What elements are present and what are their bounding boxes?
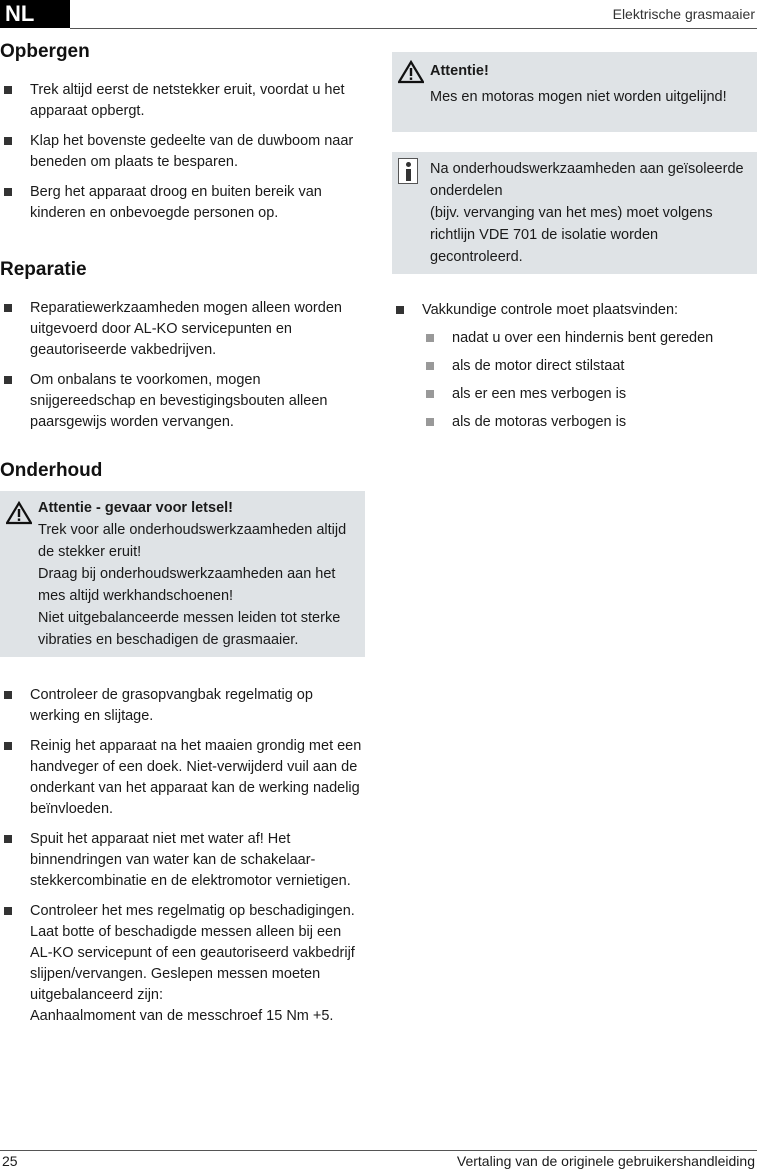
- control-list: [392, 300, 757, 433]
- page-number: 25: [2, 1153, 18, 1169]
- bullet-square-icon: [4, 188, 12, 196]
- list-item: Vakkundige controle moet plaatsvinden: nadat u over een hindernis bent gereden als de motor direct stilstaat als er een mes verbogen is als de motoras verbogen is: [392, 300, 757, 433]
- info-icon: [398, 158, 418, 184]
- control-sublist: [422, 328, 757, 433]
- list-item: Spuit het apparaat niet met water af! Het binnendringen van water kan de schakelaar-stekkercombinatie en de elektromotor vernietigen.: [0, 829, 365, 892]
- bullet-square-icon: [4, 86, 12, 94]
- bullet-square-icon: [396, 306, 404, 314]
- list-item: als er een mes verbogen is: [422, 384, 757, 405]
- warning-line: Draag bij onderhoudswerkzaamheden aan het mes altijd werkhandschoenen!: [38, 566, 336, 604]
- bullet-square-icon: [4, 835, 12, 843]
- attention-title: Attentie!: [430, 63, 489, 79]
- list-item: als de motor direct stilstaat: [422, 356, 757, 377]
- onderhoud-list: [0, 685, 365, 1027]
- list-item: als de motoras verbogen is: [422, 412, 757, 433]
- list-item: Om onbalans te voorkomen, mogen snijgereedschap en bevestigingsbouten alleen paarsgewijs worden vervangen.: [0, 370, 365, 433]
- attention-box: [392, 52, 757, 132]
- info-text: Na onderhoudswerkzaamheden aan geïsoleerde onderdelen: [430, 161, 744, 199]
- section-title-reparatie: Reparatie: [0, 259, 87, 280]
- bullet-square-icon: [4, 907, 12, 915]
- warning-box: [0, 491, 365, 657]
- torque-note: Aanhaalmoment van de messchroef 15 Nm +5.: [30, 1008, 334, 1024]
- opbergen-list: [0, 80, 365, 224]
- footer-text: Vertaling van de originele gebruikershandleiding: [456, 1153, 755, 1169]
- bullet-square-icon: [426, 390, 434, 398]
- section-title-opbergen: Opbergen: [0, 41, 90, 62]
- language-tag: NL: [0, 0, 70, 28]
- reparatie-list: [0, 298, 365, 433]
- list-item: Klap het bovenste gedeelte van de duwboom naar beneden om plaats te besparen.: [0, 131, 365, 173]
- list-item: Controleer het mes regelmatig op beschadigingen. Laat botte of beschadigde messen alleen bij een AL-KO servicepunt of een geautoriseerd vakbedrijf slijpen/vervangen. Geslepen messen moeten uitgebalanceerd zijn: Aanhaalmoment van de messchroef 15 Nm +5.: [0, 901, 365, 1027]
- warning-line: Niet uitgebalanceerde messen leiden tot sterke vibraties en beschadigen de grasmaaier.: [38, 610, 341, 648]
- bullet-square-icon: [4, 742, 12, 750]
- list-item: Reparatiewerkzaamheden mogen alleen worden uitgevoerd door AL-KO servicepunten en geautoriseerde vakbedrijven.: [0, 298, 365, 361]
- list-item: Berg het apparaat droog en buiten bereik van kinderen en onbevoegde personen op.: [0, 182, 365, 224]
- list-item: Trek altijd eerst de netstekker eruit, voordat u het apparaat opbergt.: [0, 80, 365, 122]
- info-text: (bijv. vervanging van het mes) moet volgens richtlijn VDE 701 de isolatie worden gecontroleerd.: [430, 205, 713, 265]
- warning-triangle-icon: [398, 60, 424, 84]
- bullet-square-icon: [426, 362, 434, 370]
- bullet-square-icon: [4, 691, 12, 699]
- info-box: [392, 152, 757, 274]
- warning-line: Trek voor alle onderhoudswerkzaamheden altijd de stekker eruit!: [38, 522, 347, 560]
- section-title-onderhoud: Onderhoud: [0, 460, 103, 481]
- bullet-square-icon: [4, 304, 12, 312]
- bullet-square-icon: [426, 418, 434, 426]
- header-title: Elektrische grasmaaier: [612, 6, 755, 22]
- warning-triangle-icon: [6, 501, 32, 525]
- bullet-square-icon: [426, 334, 434, 342]
- warning-title: Attentie - gevaar voor letsel!: [38, 500, 233, 516]
- header-divider: [70, 28, 757, 29]
- list-item: Reinig het apparaat na het maaien grondig met een handveger of een doek. Niet-verwijderd vuil aan de onderkant van het apparaat kan de werking nadelig beïnvloeden.: [0, 736, 365, 820]
- bullet-square-icon: [4, 376, 12, 384]
- list-item: Controleer de grasopvangbak regelmatig op werking en slijtage.: [0, 685, 365, 727]
- footer-divider: [0, 1150, 757, 1151]
- attention-text: Mes en motoras mogen niet worden uitgelijnd!: [430, 89, 727, 105]
- left-column: [0, 40, 365, 1036]
- list-item: nadat u over een hindernis bent gereden: [422, 328, 757, 349]
- right-column: [392, 52, 757, 442]
- bullet-square-icon: [4, 137, 12, 145]
